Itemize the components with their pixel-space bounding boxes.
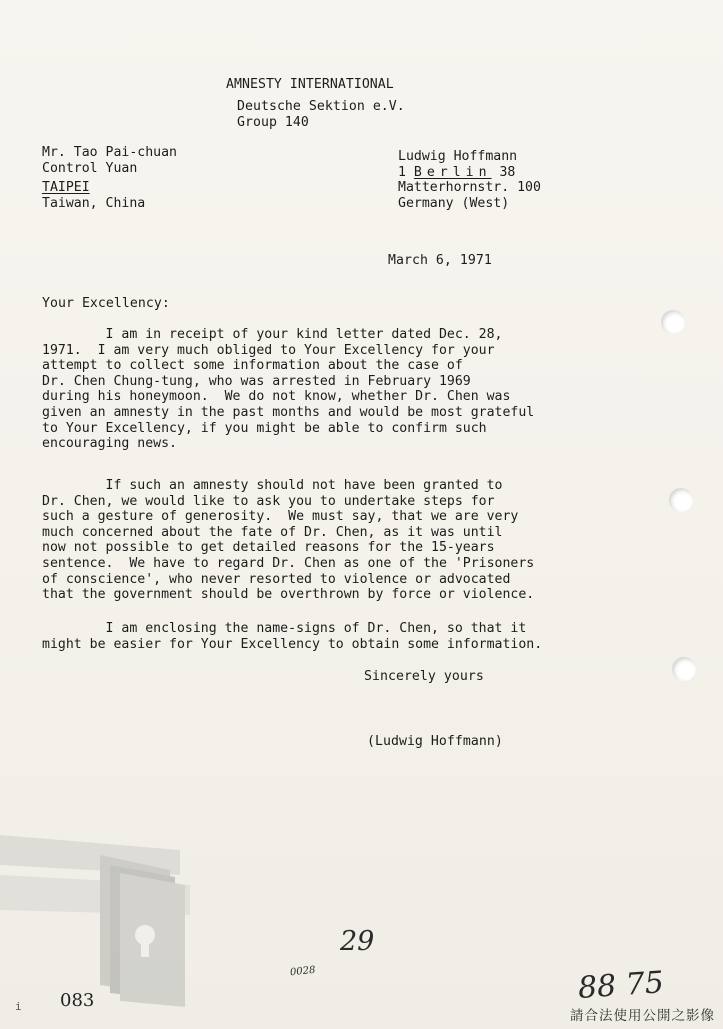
punch-hole <box>669 488 693 512</box>
body-line: might be easier for Your Excellency to obtain some information. <box>42 636 543 652</box>
sender-street: Matterhornstr. 100 <box>398 180 541 196</box>
archive-logo-icon <box>0 815 240 1015</box>
punch-hole <box>672 657 696 681</box>
handwritten-note: 29 <box>340 926 375 957</box>
body-line: I am in receipt of your kind letter dated Dec. 28, <box>42 327 503 342</box>
closing: Sincerely yours <box>364 669 484 684</box>
letterhead-section: Deutsche Sektion e.V. <box>237 99 405 114</box>
body-line: Dr. Chen, we would like to ask you to undertake steps for <box>42 493 495 509</box>
recipient-city: TAIPEI <box>42 180 90 196</box>
body-line: now not possible to get detailed reasons for the 15-years <box>42 540 495 556</box>
body-line: that the government should be overthrown by force or violence. <box>42 587 535 603</box>
recipient-country: Taiwan, China <box>42 195 146 211</box>
sender-city-suffix: 38 <box>491 164 516 180</box>
letter-date: March 6, 1971 <box>388 253 492 268</box>
sender-city: Berlin <box>413 164 492 180</box>
sender-name: Ludwig Hoffmann <box>398 149 518 164</box>
body-line: such a gesture of generosity. We must say, that we are very <box>42 509 519 525</box>
body-line: If such an amnesty should not have been granted to <box>42 478 503 493</box>
body-line: 1971. I am very much obliged to Your Excellency for your <box>42 342 495 358</box>
page-number: 083 <box>60 990 95 1011</box>
body-line: I am enclosing the name-signs of Dr. Chen, so that it <box>42 621 527 636</box>
body-paragraph-1 <box>42 327 534 452</box>
body-line: during his honeymoon. We do not know, whether Dr. Chen was <box>42 389 511 405</box>
letterhead-org: AMNESTY INTERNATIONAL <box>226 77 394 92</box>
body-line: Dr. Chen Chung-tung, who was arrested in February 1969 <box>42 373 471 389</box>
body-line: much concerned about the fate of Dr. Chen, as it was until <box>42 524 503 540</box>
punch-hole <box>661 310 685 334</box>
sender-city-line <box>398 165 541 181</box>
watermark-notice: 請合法使用公開之影像 <box>570 1008 715 1024</box>
body-line: encouraging news. <box>42 436 177 452</box>
sender-country: Germany (West) <box>398 195 510 211</box>
body-paragraph-2 <box>42 478 534 603</box>
body-line: attempt to collect some information about the case of <box>42 358 463 374</box>
body-line: of conscience', who never resorted to violence or advocated <box>42 571 511 587</box>
sender-address <box>398 149 541 211</box>
body-line: given an amnesty in the past months and would be most grateful <box>42 404 535 420</box>
recipient-address <box>42 145 177 211</box>
letterhead-group: Group 140 <box>237 115 309 130</box>
handwritten-note: 0028 <box>289 964 316 979</box>
body-paragraph-3 <box>42 621 542 652</box>
recipient-name: Mr. Tao Pai-chuan <box>42 145 177 160</box>
signature: (Ludwig Hoffmann) <box>367 734 503 749</box>
body-line: to Your Excellency, if you might be able to confirm such <box>42 420 487 436</box>
sender-city-prefix: 1 <box>398 164 414 180</box>
recipient-office: Control Yuan <box>42 160 138 176</box>
body-line: sentence. We have to regard Dr. Chen as one of the 'Prisoners <box>42 555 535 571</box>
margin-mark: i <box>15 1000 22 1013</box>
handwritten-note: 88 75 <box>576 965 666 1006</box>
salutation: Your Excellency: <box>42 296 170 311</box>
